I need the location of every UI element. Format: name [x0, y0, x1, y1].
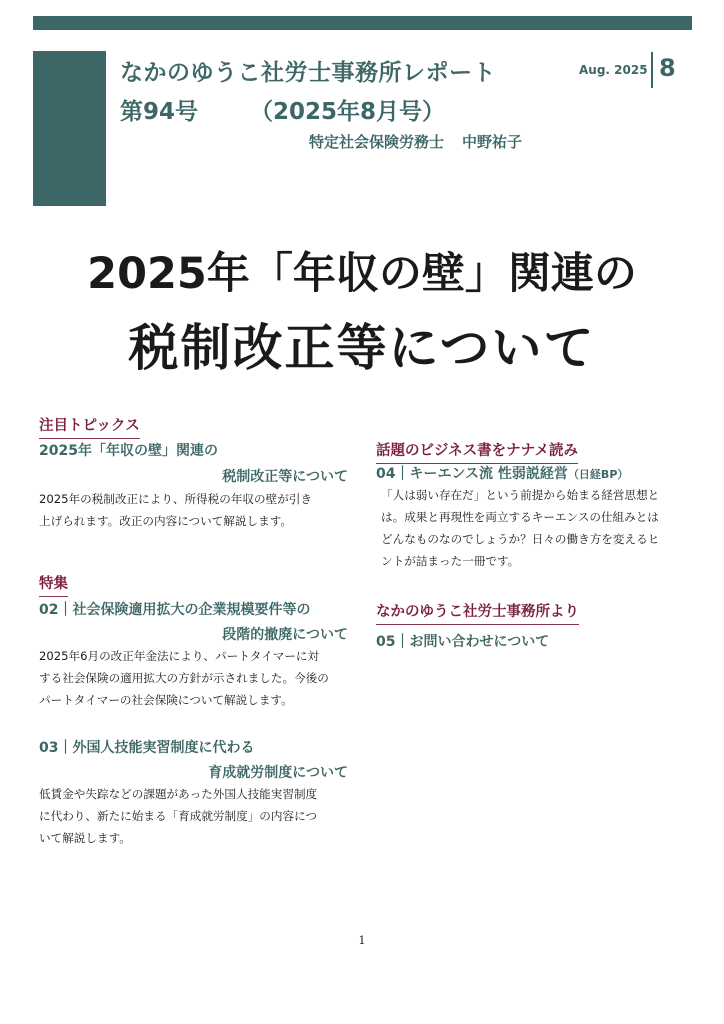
headline-line2: 税制改正等について — [128, 319, 596, 377]
feature-article2-title-line1[interactable]: 03｜外国人技能実習制度に代わる — [39, 740, 255, 756]
issue-number: 第94号 — [120, 99, 199, 125]
topic-title-line2[interactable]: 税制改正等について — [222, 469, 348, 485]
feature-article1-title-line2[interactable]: 段階的撤廃について — [222, 627, 348, 643]
feature-article2-title-line2[interactable]: 育成就労制度について — [208, 765, 348, 781]
header-divider — [651, 52, 653, 88]
author-title: 特定社会保険労務士 — [309, 133, 445, 151]
body-line: 2025年6月の改正年金法により、パートタイマーに対 — [39, 649, 320, 663]
top-bar — [33, 16, 692, 30]
body-line: 「人は弱い存在だ」という前提から始まる経営思想と — [381, 488, 660, 502]
book-body — [381, 484, 701, 572]
section-heading-books: 話題のビジネス書をナナメ読み — [376, 439, 578, 464]
footer-page-number: 1 — [358, 934, 366, 947]
body-line: は。成果と再現性を両立するキーエンスの仕組みとは — [381, 510, 659, 524]
page-count: 8 — [659, 54, 676, 82]
body-line: 2025年の税制改正により、所得税の年収の壁が引き — [39, 492, 312, 506]
book-title[interactable] — [376, 463, 628, 483]
topic-body — [39, 488, 359, 532]
feature-article2-body — [39, 783, 359, 849]
body-line: パートタイマーの社会保険について解説します。 — [39, 693, 293, 707]
author — [309, 131, 522, 152]
body-line: に代わり、新たに始まる「育成就労制度」の内容につ — [39, 809, 318, 823]
section-heading-feature: 特集 — [39, 572, 68, 597]
issue-month: （2025年8月号） — [250, 99, 446, 125]
author-name: 中野祐子 — [462, 133, 523, 151]
body-line: 低賃金や失踪などの課題があった外国人技能実習制度 — [39, 787, 318, 801]
issue-line — [120, 93, 445, 126]
body-line: する社会保険の適用拡大の方針が示されました。今後の — [39, 671, 329, 685]
body-line: いて解説します。 — [39, 831, 131, 845]
office-title[interactable]: 05｜お問い合わせについて — [376, 634, 550, 650]
report-title: なかのゆうこ社労士事務所レポート — [120, 60, 496, 86]
header-color-block — [33, 51, 106, 206]
feature-article1-title-line1[interactable]: 02｜社会保険適用拡大の企業規模要件等の — [39, 602, 311, 618]
book-title-text: 04｜キーエンス流 性弱説経営 — [376, 466, 568, 482]
body-line: どんなものなのでしょうか？日々の働き方を変えるヒ — [381, 532, 660, 546]
issue-date: Aug. 2025 — [579, 63, 648, 77]
feature-article1-body — [39, 645, 359, 711]
body-line: ントが詰まった一冊です。 — [381, 554, 520, 568]
book-publisher: （日経BP） — [567, 468, 629, 481]
section-heading-office: なかのゆうこ社労士事務所より — [376, 600, 579, 625]
section-heading-topics: 注目トピックス — [39, 414, 140, 439]
headline-line1: 2025年「年収の壁」関連の — [87, 249, 637, 299]
body-line: 上げられます。改正の内容について解説します。 — [39, 514, 292, 528]
topic-title-line1[interactable]: 2025年「年収の壁」関連の — [39, 443, 218, 459]
